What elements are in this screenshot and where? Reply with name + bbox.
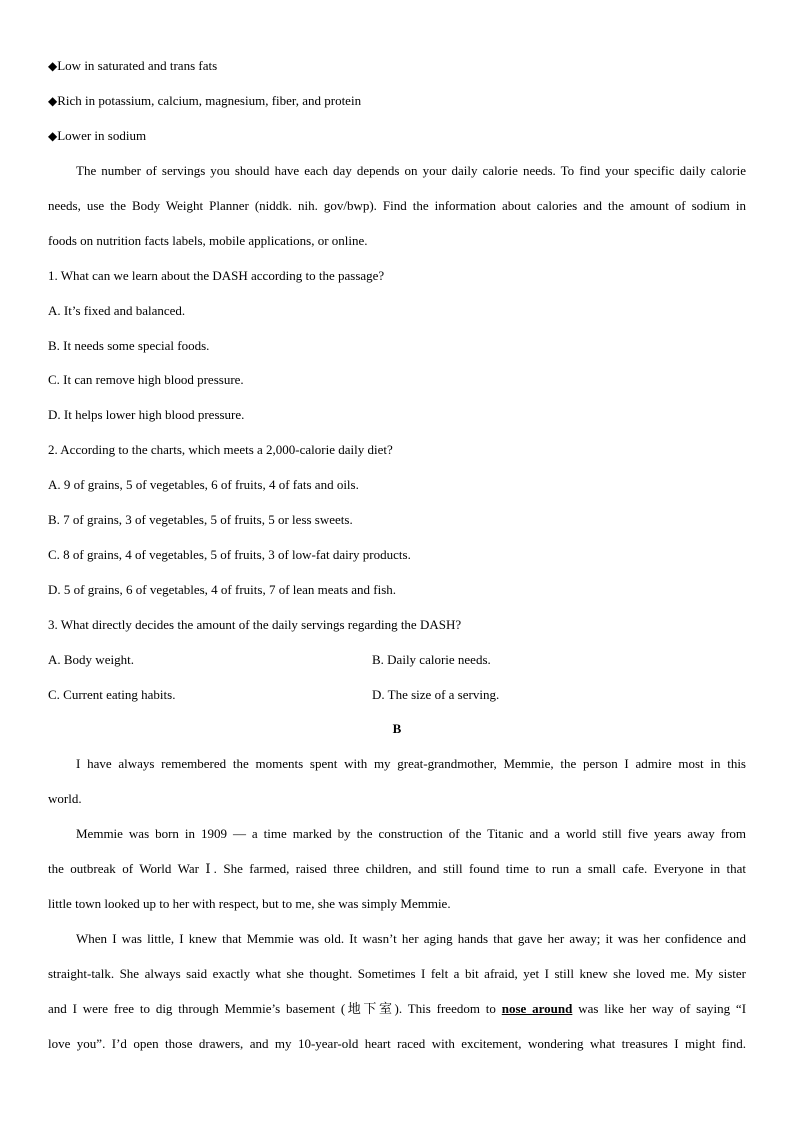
bullet-item bbox=[48, 127, 746, 145]
passage-line: straight-talk. She always said exactly what she thought. Sometimes I felt a bit afraid, yet I still knew she loved me. My sister bbox=[48, 966, 746, 981]
q3-option-d: D. The size of a serving. bbox=[372, 687, 500, 702]
intro-paragraph-line: The number of servings you should have each day depends on your daily calorie needs. To find your specific daily calorie bbox=[76, 163, 746, 178]
bullet-text: Low in saturated and trans fats bbox=[57, 58, 218, 73]
diamond-bullet-icon: ◆ bbox=[48, 59, 58, 73]
intro-paragraph-line: foods on nutrition facts labels, mobile applications, or online. bbox=[48, 233, 368, 248]
q2-option-c: C. 8 of grains, 4 of vegetables, 5 of fruits, 3 of low-fat dairy products. bbox=[48, 547, 411, 562]
bullet-text: Lower in sodium bbox=[57, 128, 147, 143]
q1-option-d: D. It helps lower high blood pressure. bbox=[48, 407, 245, 422]
q2-option-b: B. 7 of grains, 3 of vegetables, 5 of fruits, 5 or less sweets. bbox=[48, 512, 353, 527]
passage-line: I have always remembered the moments spent with my great-grandmother, Memmie, the person I admire most in this bbox=[76, 756, 746, 771]
underlined-phrase: nose around bbox=[501, 1001, 573, 1016]
q3-option-c: C. Current eating habits. bbox=[48, 687, 176, 702]
passage-line: When I was little, I knew that Memmie was old. It wasn’t her aging hands that gave her away; it was her confidence and bbox=[76, 931, 746, 946]
passage-line bbox=[48, 1000, 746, 1018]
q3-option-b: B. Daily calorie needs. bbox=[372, 652, 491, 667]
diamond-bullet-icon: ◆ bbox=[48, 129, 58, 143]
q1-option-a: A. It’s fixed and balanced. bbox=[48, 303, 186, 318]
q3-option-a: A. Body weight. bbox=[48, 652, 134, 667]
question-2: 2. According to the charts, which meets a 2,000-calorie daily diet? bbox=[48, 442, 393, 457]
passage-line: little town looked up to her with respect, but to me, she was simply Memmie. bbox=[48, 896, 451, 911]
passage-text: and I were free to dig through Memmie’s basement (地下室). This freedom to bbox=[48, 1001, 496, 1016]
intro-paragraph-line: needs, use the Body Weight Planner (niddk. nih. gov/bwp). Find the information about calories and the amount of sodium in bbox=[48, 198, 746, 213]
passage-line: Memmie was born in 1909 — a time marked by the construction of the Titanic and a world still five years away from bbox=[76, 826, 746, 841]
q1-option-c: C. It can remove high blood pressure. bbox=[48, 372, 244, 387]
passage-line: world. bbox=[48, 791, 82, 806]
passage-line: the outbreak of World War Ⅰ. She farmed, raised three children, and still found time to run a small cafe. Everyone in that bbox=[48, 861, 746, 876]
q2-option-a: A. 9 of grains, 5 of vegetables, 6 of fruits, 4 of fats and oils. bbox=[48, 477, 359, 492]
q1-option-b: B. It needs some special foods. bbox=[48, 338, 210, 353]
q3-options-row bbox=[48, 686, 746, 704]
q3-options-row bbox=[48, 651, 746, 669]
diamond-bullet-icon: ◆ bbox=[48, 94, 58, 108]
passage-text: was like her way of saying “I bbox=[578, 1001, 747, 1016]
bullet-text: Rich in potassium, calcium, magnesium, fiber, and protein bbox=[57, 93, 362, 108]
bullet-item bbox=[48, 92, 746, 110]
passage-line: love you”. I’d open those drawers, and my 10-year-old heart raced with excitement, wondering what treasures I might find. bbox=[48, 1036, 746, 1051]
section-heading: B bbox=[392, 721, 402, 736]
bullet-item bbox=[48, 57, 746, 75]
question-1: 1. What can we learn about the DASH according to the passage? bbox=[48, 268, 385, 283]
question-3: 3. What directly decides the amount of the daily servings regarding the DASH? bbox=[48, 617, 462, 632]
q2-option-d: D. 5 of grains, 6 of vegetables, 4 of fruits, 7 of lean meats and fish. bbox=[48, 582, 397, 597]
